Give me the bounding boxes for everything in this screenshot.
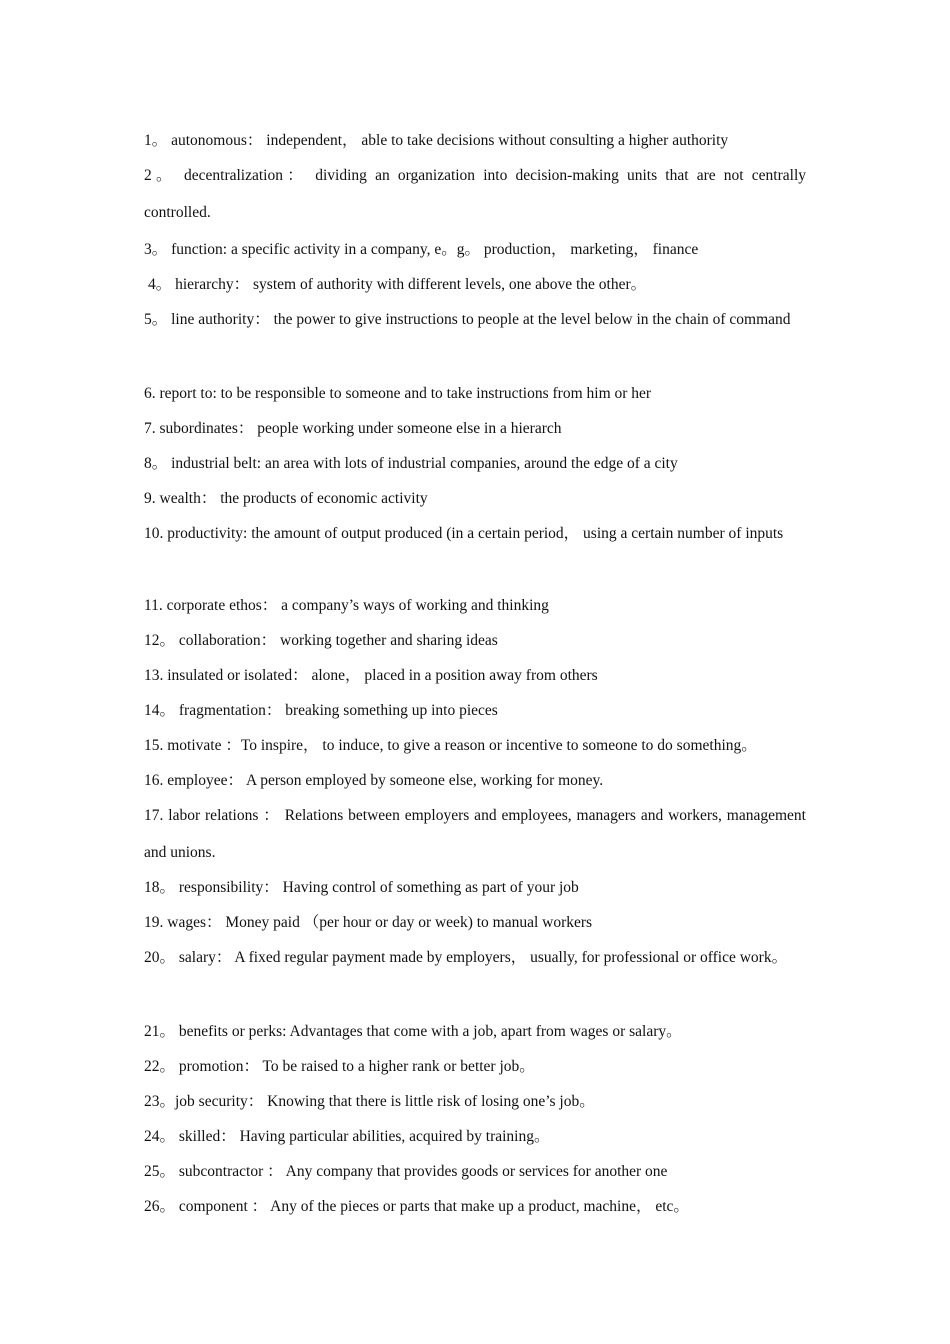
glossary-list [144,122,806,1223]
glossary-entry: 5。 line authority： the power to give instructions to people at the level below in the chain of command [144,311,791,328]
glossary-entry: 21。 benefits or perks: Advantages that come with a job, apart from wages or salary。 [144,1023,682,1040]
glossary-entry: 13. insulated or isolated： alone， placed in a position away from others [144,667,598,684]
glossary-entry: 10. productivity: the amount of output produced (in a certain period， using a certain number of inputs [144,525,784,542]
glossary-entry: 3。 function: a specific activity in a company, e。g。 production， marketing， finance [144,241,699,258]
glossary-entry: 8。 industrial belt: an area with lots of industrial companies, around the edge of a city [144,455,678,472]
glossary-entry: 19. wages： Money paid （per hour or day or week) to manual workers [144,914,593,931]
glossary-entry: 26。 component ： Any of the pieces or parts that make up a product, machine， etc。 [144,1198,689,1215]
glossary-entry: 17. labor relations ： Relations between employers and employees, managers and workers, management and unions. [144,807,806,861]
glossary-entry: 18。 responsibility： Having control of something as part of your job [144,879,579,896]
glossary-entry: 2。 decentralization： dividing an organization into decision-making units that are not centrally controlled. [144,167,806,221]
glossary-entry: 14。 fragmentation： breaking something up into pieces [144,702,498,719]
glossary-entry: 15. motivate ：To inspire， to induce, to give a reason or incentive to someone to do something。 [144,737,757,754]
glossary-entry: 11. corporate ethos： a company’s ways of working and thinking [144,597,549,614]
glossary-entry: 6. report to: to be responsible to someone and to take instructions from him or her [144,385,652,402]
glossary-entry: 9. wealth： the products of economic activity [144,490,428,507]
glossary-entry: 4。 hierarchy： system of authority with different levels, one above the other。 [148,276,647,293]
glossary-entry: 20。 salary： A fixed regular payment made by employers， usually, for professional or office work。 [144,949,788,966]
glossary-entry: 25。 subcontractor ： Any company that provides goods or services for another one [144,1163,668,1180]
glossary-entry: 23。job security： Knowing that there is little risk of losing one’s job。 [144,1093,595,1110]
glossary-entry: 22。 promotion： To be raised to a higher rank or better job。 [144,1058,535,1075]
glossary-entry: 12。 collaboration： working together and sharing ideas [144,632,498,649]
glossary-entry: 7. subordinates： people working under someone else in a hierarch [144,420,562,437]
glossary-entry: 1。 autonomous： independent， able to take decisions without consulting a higher authority [144,132,729,149]
glossary-entry: 16. employee： A person employed by someone else, working for money. [144,772,604,789]
glossary-entry: 24。 skilled： Having particular abilities, acquired by training。 [144,1128,550,1145]
